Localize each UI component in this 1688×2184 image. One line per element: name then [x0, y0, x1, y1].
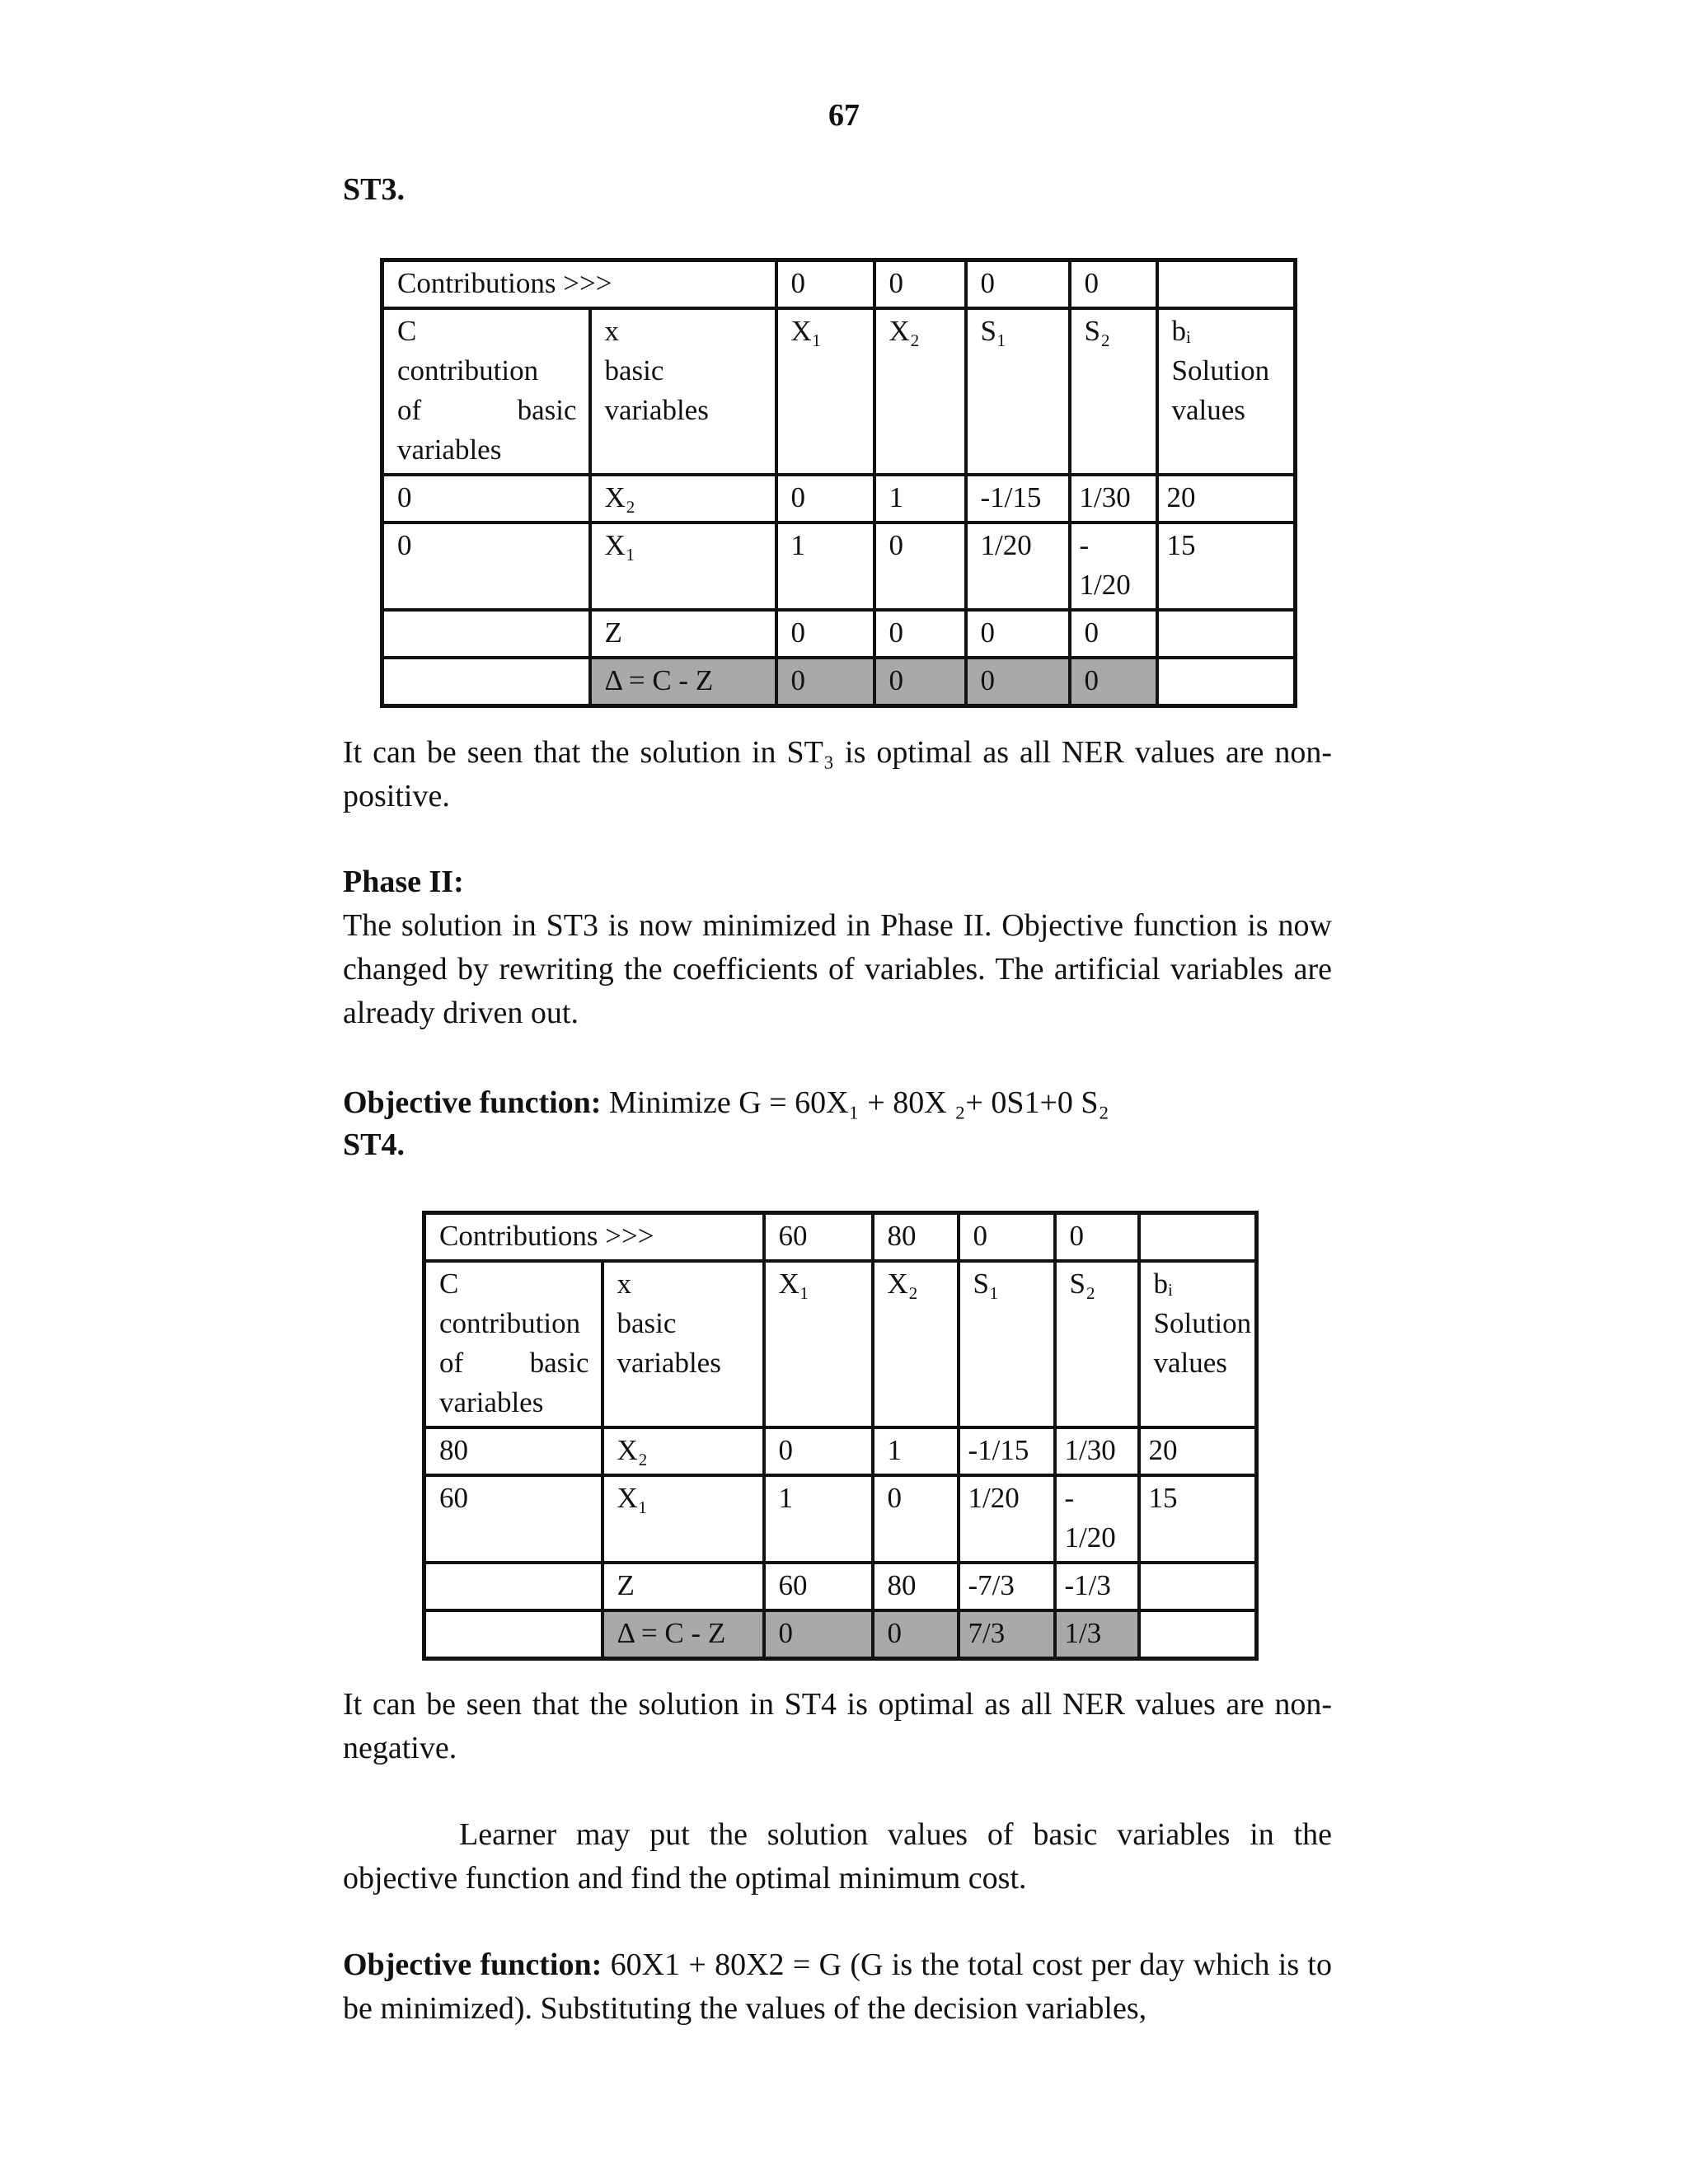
header-c-line: C	[397, 315, 417, 347]
row-b: 20	[1157, 475, 1296, 523]
delta-b-blank	[1157, 658, 1296, 706]
delta-row	[424, 1610, 1257, 1659]
delta-label: Δ = C - Z	[603, 1610, 764, 1659]
row-b: 15	[1139, 1475, 1257, 1563]
row-val-line: 1/20	[1064, 1521, 1116, 1554]
header-s1: S₁	[959, 1261, 1055, 1427]
z-blank	[424, 1563, 603, 1610]
header-row	[424, 1261, 1257, 1427]
row-basic: X₁	[590, 523, 776, 610]
header-b-line: bᵢ	[1171, 315, 1191, 347]
phase2-heading: Phase II:	[343, 865, 464, 899]
header-b-line: Solution	[1171, 354, 1270, 387]
st4-table	[422, 1211, 1259, 1661]
contribution-x2: 0	[874, 260, 966, 309]
header-c-word: basic	[529, 1347, 589, 1379]
paragraph-st3-optimal: It can be seen that the solution in ST₃ is optimal as all NER values are non-positive.	[343, 735, 1332, 813]
delta-val: 0	[764, 1610, 873, 1659]
z-val: -1/3	[1055, 1563, 1139, 1610]
delta-val: 0	[874, 658, 966, 706]
objective-function-label: Objective function:	[343, 1085, 602, 1120]
header-x2: X₂	[874, 308, 966, 475]
paragraph-phase2: The solution in ST3 is now minimized in Phase II. Objective function is now changed by rewriting the coefficients of variables. The artificial variables are already driven out.	[343, 908, 1332, 1030]
z-label: Z	[603, 1563, 764, 1610]
header-b	[1157, 308, 1296, 475]
objective-function-2	[343, 1943, 1332, 2031]
row-val: 1	[776, 523, 874, 610]
contributions-row	[382, 260, 1296, 309]
row-val: 1/30	[1055, 1427, 1139, 1475]
table-row	[382, 475, 1296, 523]
row-val: 1/20	[966, 523, 1070, 610]
objective-function-line	[343, 1081, 1332, 1125]
contribution-s2: 0	[1070, 260, 1157, 309]
row-val: 0	[873, 1475, 959, 1563]
st3-heading: ST3.	[343, 172, 405, 207]
z-val: 0	[1070, 610, 1157, 658]
objective-function-2-text: 60X1 + 80X2 = G (G is the total cost per day which is to be minimized). Substituting the values of the decision variables,	[343, 1947, 1332, 2026]
row-basic: X₂	[590, 475, 776, 523]
z-blank	[382, 610, 590, 658]
header-c	[424, 1261, 603, 1427]
z-val: 0	[874, 610, 966, 658]
contributions-label: Contributions >>>	[424, 1213, 764, 1262]
row-val: -1/15	[966, 475, 1070, 523]
row-val: 0	[776, 475, 874, 523]
z-val: 60	[764, 1563, 873, 1610]
delta-val: 1/3	[1055, 1610, 1139, 1659]
contribution-s1: 0	[966, 260, 1070, 309]
row-val: 0	[764, 1427, 873, 1475]
delta-val: 0	[1070, 658, 1157, 706]
row-val	[1055, 1475, 1139, 1563]
header-b-line: bᵢ	[1153, 1268, 1173, 1300]
header-c-line: variables	[439, 1386, 544, 1418]
z-val: -7/3	[959, 1563, 1055, 1610]
z-b-blank	[1157, 610, 1296, 658]
delta-val: 0	[776, 658, 874, 706]
z-val: 80	[873, 1563, 959, 1610]
row-c: 0	[382, 475, 590, 523]
header-x	[603, 1261, 764, 1427]
header-c-line: variables	[397, 434, 502, 466]
row-b: 20	[1139, 1427, 1257, 1475]
contribution-x2: 80	[873, 1213, 959, 1262]
header-b-line: Solution	[1153, 1307, 1252, 1339]
header-x-line: variables	[604, 394, 709, 426]
header-c-justified	[397, 391, 577, 430]
st4-heading: ST4.	[343, 1127, 405, 1162]
header-x	[590, 308, 776, 475]
table-row	[382, 523, 1296, 610]
objective-function-text: Minimize G = 60X₁ + 80X ₂+ 0S1+0 S₂	[601, 1085, 1109, 1120]
delta-val: 0	[873, 1610, 959, 1659]
header-c	[382, 308, 590, 475]
header-c-word: basic	[517, 394, 577, 426]
header-x2: X₂	[873, 1261, 959, 1427]
objective-function-2-label: Objective function:	[343, 1947, 603, 1982]
delta-val: 0	[966, 658, 1070, 706]
row-val: 1	[764, 1475, 873, 1563]
row-c: 60	[424, 1475, 603, 1563]
contributions-row	[424, 1213, 1257, 1262]
contribution-blank	[1139, 1213, 1257, 1262]
row-basic: X₁	[603, 1475, 764, 1563]
z-row	[424, 1563, 1257, 1610]
row-val: 1	[874, 475, 966, 523]
header-x-line: basic	[604, 354, 664, 387]
row-val: 1	[873, 1427, 959, 1475]
delta-b-blank	[1139, 1610, 1257, 1659]
header-s2: S₂	[1070, 308, 1157, 475]
row-c: 80	[424, 1427, 603, 1475]
contribution-s2: 0	[1055, 1213, 1139, 1262]
row-c: 0	[382, 523, 590, 610]
row-val: -1/15	[959, 1427, 1055, 1475]
row-val-line: -	[1064, 1482, 1075, 1514]
table-row	[424, 1475, 1257, 1563]
header-row	[382, 308, 1296, 475]
z-val: 0	[966, 610, 1070, 658]
z-b-blank	[1139, 1563, 1257, 1610]
header-c-line: C	[439, 1268, 459, 1300]
header-x1: X₁	[764, 1261, 873, 1427]
z-row	[382, 610, 1296, 658]
row-b: 15	[1157, 523, 1296, 610]
header-b-line: values	[1171, 394, 1245, 426]
table-row	[424, 1427, 1257, 1475]
header-s1: S₁	[966, 308, 1070, 475]
row-val-line: -	[1079, 529, 1090, 561]
z-label: Z	[590, 610, 776, 658]
paragraph-learner: Learner may put the solution values of basic variables in the objective function and find the optimal minimum cost.	[343, 1817, 1332, 1896]
row-val: 0	[874, 523, 966, 610]
header-c-justified	[439, 1343, 589, 1383]
header-x-line: x	[604, 315, 619, 347]
header-s2: S₂	[1055, 1261, 1139, 1427]
header-x-line: basic	[617, 1307, 677, 1339]
header-c-word: of	[397, 394, 422, 426]
contribution-s1: 0	[959, 1213, 1055, 1262]
row-val: 1/20	[959, 1475, 1055, 1563]
header-b-line: values	[1153, 1347, 1227, 1379]
delta-val: 7/3	[959, 1610, 1055, 1659]
header-c-line: contribution	[397, 354, 539, 387]
row-val-line: 1/20	[1079, 569, 1131, 601]
delta-label: Δ = C - Z	[590, 658, 776, 706]
page-number: 67	[828, 98, 860, 133]
header-c-word: of	[439, 1347, 464, 1379]
row-basic: X₂	[603, 1427, 764, 1475]
st3-table	[380, 258, 1297, 708]
row-val: 1/30	[1070, 475, 1157, 523]
delta-blank	[424, 1610, 603, 1659]
delta-row	[382, 658, 1296, 706]
row-val	[1070, 523, 1157, 610]
contribution-x1: 60	[764, 1213, 873, 1262]
paragraph-st4-optimal: It can be seen that the solution in ST4 is optimal as all NER values are non-negative.	[343, 1687, 1332, 1765]
z-val: 0	[776, 610, 874, 658]
contributions-label: Contributions >>>	[382, 260, 776, 309]
header-x-line: x	[617, 1268, 631, 1300]
delta-blank	[382, 658, 590, 706]
header-b	[1139, 1261, 1257, 1427]
contribution-x1: 0	[776, 260, 874, 309]
contribution-blank	[1157, 260, 1296, 309]
header-x1: X₁	[776, 308, 874, 475]
header-x-line: variables	[617, 1347, 721, 1379]
header-c-line: contribution	[439, 1307, 581, 1339]
